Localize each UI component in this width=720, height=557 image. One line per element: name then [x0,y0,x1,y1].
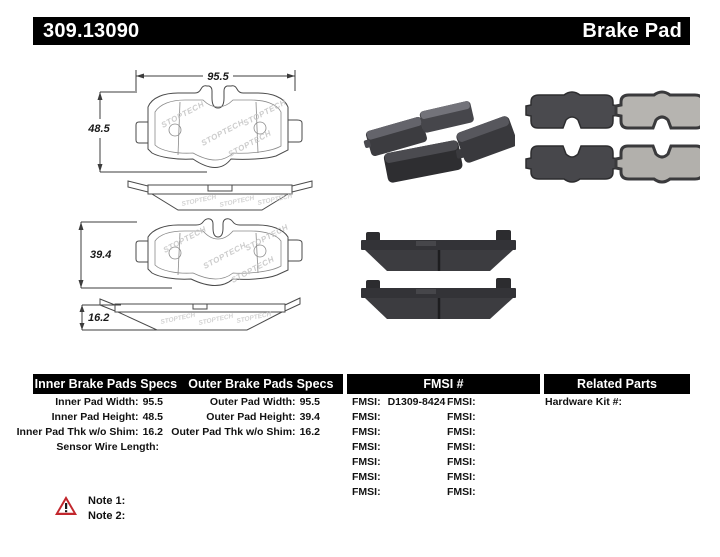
outer-specs-header: Outer Brake Pads Specs [188,377,334,391]
pads-photo-edge-view [356,222,521,322]
spec-row: Outer Pad Height: 39.4 [206,411,320,423]
fmsi-row: FMSI: [447,456,476,468]
part-number: 309.13090 [43,19,140,42]
fmsi-row: FMSI: [447,396,476,408]
spec-row: Inner Pad Thk w/o Shim: 16.2 [16,426,163,438]
outer-specs-column [155,395,320,440]
related-parts-column [545,395,685,410]
watermark-text: STOPTECH [199,117,246,148]
dim-width-label: 95.5 [207,71,229,83]
fmsi-column-1 [352,395,444,500]
fmsi-row: FMSI: [447,441,476,453]
spec-row: Sensor Wire Length: [56,441,159,453]
pad-right-ear [288,240,302,261]
watermark-text: STOPTECH [201,240,248,271]
edge-pad [361,278,516,319]
watermark-text: STOPTECH [197,312,234,327]
inner-pad-front-drawing [75,62,320,180]
notes-block [88,494,125,524]
watermark-text: STOPTECH [256,192,293,207]
spec-row: Outer Pad Thk w/o Shim: 16.2 [171,426,320,438]
pad-right-ear [288,120,302,142]
warning-icon [54,495,78,516]
note-2-label: Note 2: [88,510,126,522]
fmsi-row: FMSI: [352,456,381,468]
related-row: Hardware Kit #: [545,396,623,408]
spec-row: Outer Pad Width: 95.5 [209,396,320,408]
inner-specs-column [8,395,163,455]
fmsi-row: FMSI: [352,426,381,438]
fmsi-row: FMSI: [447,426,476,438]
watermark-text: STOPTECH [218,194,255,209]
watermark-text: STOPTECH [159,311,196,326]
watermark-text: STOPTECH [241,97,288,128]
note-1-label: Note 1: [88,495,126,507]
fmsi-column-2 [447,395,537,500]
fmsi-header: FMSI # [423,377,464,391]
fmsi-row: FMSI: [352,486,381,498]
watermark-text: STOPTECH [161,224,208,255]
fmsi-row: FMSI: [447,471,476,483]
watermark-text: STOPTECH [159,99,206,130]
watermark-text: STOPTECH [226,128,273,159]
pad-side-view-drawing [75,290,315,342]
dim-height-label: 48.5 [88,123,110,135]
fmsi-header-bar [347,374,540,394]
related-parts-header-bar [544,374,690,394]
fmsi-row: FMSI: D1309-8424 [352,396,446,408]
pad-left-ear [136,122,148,143]
dim-height-label: 39.4 [90,249,112,261]
watermark-text: STOPTECH [243,222,290,253]
outer-pad-front-drawing [75,213,320,295]
pads-photo-perspective [355,88,515,193]
inner-specs-header: Inner Brake Pads Specs [34,377,178,391]
pads-photo-flat-grid [518,86,700,188]
spec-row: Inner Pad Width: 95.5 [55,396,163,408]
watermark-text: STOPTECH [180,193,217,208]
spec-row: Inner Pad Height: 48.5 [51,411,163,423]
title-bar [33,17,690,45]
product-type: Brake Pad [582,19,682,42]
fmsi-row: FMSI: [352,471,381,483]
related-parts-header: Related Parts [577,377,657,391]
fmsi-row: FMSI: [447,411,476,423]
watermark-text: STOPTECH [235,310,272,325]
pad-top-view-drawing [120,176,320,216]
fmsi-row: FMSI: [352,441,381,453]
pads-specs-header-bar [33,374,343,394]
fmsi-row: FMSI: [447,486,476,498]
dim-thickness-label: 16.2 [88,312,110,324]
pad-left-ear [136,241,148,262]
edge-pad [361,230,516,271]
watermark-text: STOPTECH [229,254,276,285]
fmsi-row: FMSI: [352,411,381,423]
